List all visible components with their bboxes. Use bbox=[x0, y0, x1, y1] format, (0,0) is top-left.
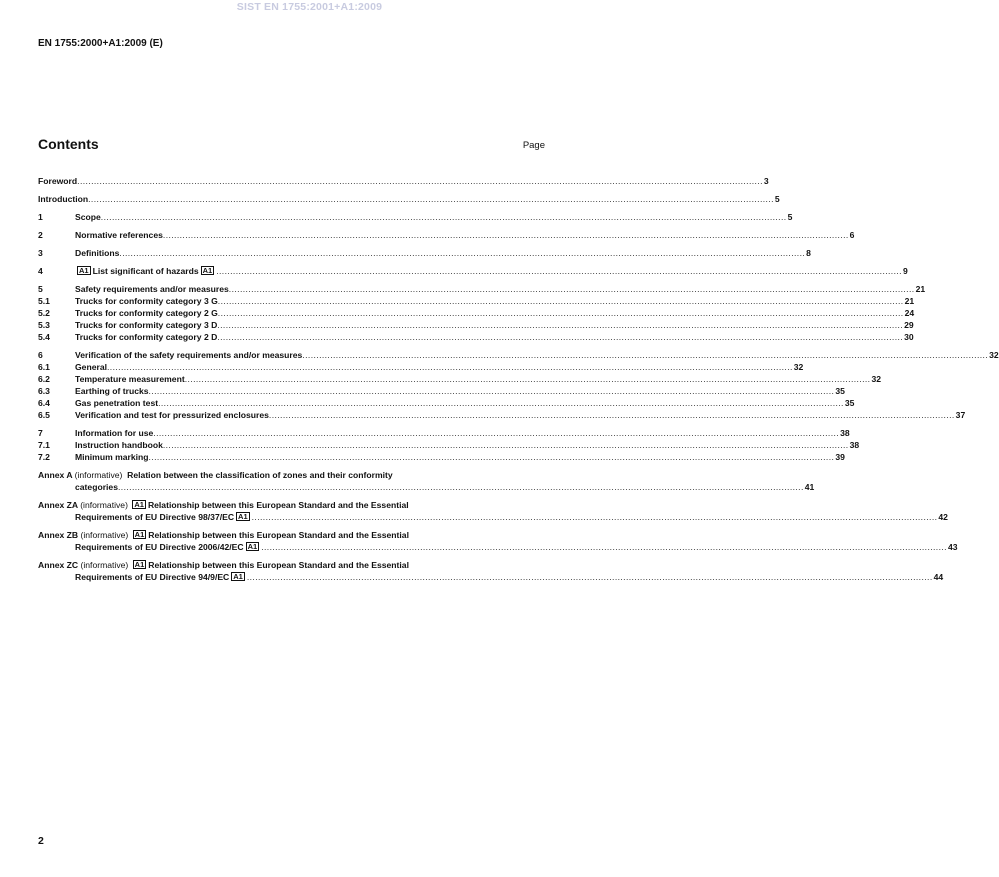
dot-leader bbox=[107, 361, 793, 373]
toc-title: Verification and test for pressurized enclosures bbox=[75, 410, 269, 420]
table-of-contents bbox=[38, 175, 999, 583]
toc-title: Trucks for conformity category 3 D bbox=[75, 320, 218, 330]
toc-entry-annex-a[interactable] bbox=[38, 469, 815, 493]
toc-title: Trucks for conformity category 2 D bbox=[75, 332, 218, 342]
annex-second-line bbox=[38, 511, 948, 523]
toc-title bbox=[75, 511, 252, 523]
dot-leader bbox=[163, 439, 849, 451]
annex-title-line2: categories bbox=[75, 482, 118, 492]
toc-title: Information for use bbox=[75, 428, 154, 438]
annex-label: Annex ZC bbox=[38, 560, 79, 570]
toc-title bbox=[38, 499, 409, 511]
toc-title bbox=[38, 559, 409, 571]
toc-page: 42 bbox=[938, 512, 948, 522]
annex-first-line bbox=[38, 469, 545, 481]
toc-page: 8 bbox=[806, 248, 811, 258]
toc-page: 32 bbox=[871, 374, 882, 384]
toc-page: 38 bbox=[840, 428, 850, 438]
toc-page: 3 bbox=[763, 176, 769, 186]
dot-leader bbox=[229, 283, 915, 295]
toc-entry-6-1[interactable] bbox=[38, 361, 804, 373]
amendment-start-marker: A1 bbox=[79, 266, 89, 275]
toc-page: 43 bbox=[947, 542, 958, 552]
dot-leader bbox=[185, 373, 871, 385]
toc-entry-4[interactable] bbox=[38, 265, 908, 277]
dot-leader bbox=[119, 247, 805, 259]
dot-leader bbox=[77, 175, 763, 187]
toc-title-text: List significant of hazards bbox=[92, 266, 199, 276]
dot-leader bbox=[252, 511, 938, 523]
dot-leader bbox=[118, 481, 804, 493]
toc-title: Gas penetration test bbox=[75, 398, 159, 408]
annex-title-line1: Relationship between this European Standard and the Essential bbox=[148, 530, 409, 540]
toc-entry-3[interactable] bbox=[38, 247, 811, 259]
toc-page: 9 bbox=[902, 266, 908, 276]
toc-entry-5-3[interactable] bbox=[38, 319, 914, 331]
toc-title bbox=[75, 571, 247, 583]
toc-page: 24 bbox=[904, 308, 915, 318]
dot-leader bbox=[217, 331, 903, 343]
toc-entry-5[interactable] bbox=[38, 283, 926, 295]
toc-number: 3 bbox=[38, 248, 43, 258]
dot-leader bbox=[101, 211, 787, 223]
toc-entry-5-4[interactable] bbox=[38, 331, 914, 343]
toc-page: 32 bbox=[989, 350, 999, 360]
annex-title-line2: Requirements of EU Directive 98/37/EC bbox=[75, 512, 235, 522]
amendment-end-marker: A1 bbox=[247, 542, 258, 551]
dot-leader bbox=[247, 571, 933, 583]
toc-page: 38 bbox=[849, 440, 860, 450]
toc-entry-7-1[interactable] bbox=[38, 439, 860, 451]
annex-type: (informative) bbox=[80, 530, 129, 540]
toc-page: 21 bbox=[915, 284, 926, 294]
annex-second-line bbox=[38, 541, 958, 553]
dot-leader bbox=[218, 307, 904, 319]
dot-leader bbox=[261, 541, 947, 553]
toc-entry-foreword[interactable] bbox=[38, 175, 769, 187]
toc-entry-6-4[interactable] bbox=[38, 397, 855, 409]
document-id: EN 1755:2000+A1:2009 (E) bbox=[38, 38, 163, 49]
toc-entry-6-3[interactable] bbox=[38, 385, 845, 397]
toc-title: Earthing of trucks bbox=[75, 386, 149, 396]
toc-entry-7[interactable] bbox=[38, 427, 850, 439]
page-number: 2 bbox=[38, 835, 44, 847]
dot-leader bbox=[302, 349, 988, 361]
annex-first-line bbox=[38, 529, 545, 541]
toc-title bbox=[38, 529, 409, 541]
toc-number: 7 bbox=[38, 428, 43, 438]
toc-title: Trucks for conformity category 2 G bbox=[75, 308, 218, 318]
toc-number: 4 bbox=[38, 266, 43, 276]
annex-first-line bbox=[38, 499, 545, 511]
page-column-label: Page bbox=[522, 140, 545, 151]
annex-title-line2: Requirements of EU Directive 94/9/EC bbox=[75, 572, 230, 582]
toc-number: 7.1 bbox=[38, 440, 50, 450]
toc-title: Verification of the safety requirements and/or measures bbox=[75, 350, 303, 360]
toc-page: 21 bbox=[904, 296, 915, 306]
toc-title: General bbox=[75, 362, 108, 372]
dot-leader bbox=[149, 451, 835, 463]
dot-leader bbox=[218, 295, 904, 307]
amendment-end-marker: A1 bbox=[238, 512, 248, 521]
toc-title: Trucks for conformity category 3 G bbox=[75, 296, 218, 306]
toc-number: 7.2 bbox=[38, 452, 50, 462]
dot-leader bbox=[163, 229, 849, 241]
annex-type: (informative) bbox=[74, 470, 123, 480]
toc-number: 5 bbox=[38, 284, 43, 294]
toc-number: 2 bbox=[38, 230, 43, 240]
toc-number: 1 bbox=[38, 212, 43, 222]
amendment-end-marker: A1 bbox=[233, 572, 243, 581]
toc-number: 5.4 bbox=[38, 332, 50, 342]
dot-leader bbox=[217, 319, 903, 331]
contents-title: Contents bbox=[38, 136, 99, 152]
toc-title: Scope bbox=[75, 212, 101, 222]
dot-leader bbox=[153, 427, 839, 439]
annex-title-line2: Requirements of EU Directive 2006/42/EC bbox=[75, 542, 244, 552]
toc-page: 29 bbox=[904, 320, 914, 330]
toc-entry-introduction[interactable] bbox=[38, 193, 780, 205]
annex-label: Annex ZB bbox=[38, 530, 79, 540]
amendment-start-marker: A1 bbox=[134, 500, 144, 509]
toc-number: 6.1 bbox=[38, 362, 50, 372]
amendment-end-marker: A1 bbox=[202, 266, 213, 275]
toc-page: 35 bbox=[844, 398, 855, 408]
annex-title-line1: Relationship between this European Standard and the Essential bbox=[148, 560, 409, 570]
dot-leader bbox=[158, 397, 844, 409]
dot-leader bbox=[88, 193, 774, 205]
toc-page: 39 bbox=[835, 452, 845, 462]
annex-label: Annex ZA bbox=[38, 500, 78, 510]
toc-entry-annex-za[interactable] bbox=[38, 499, 948, 523]
annex-title-line1: Relation between the classification of zones and their conformity bbox=[127, 470, 393, 480]
toc-number: 6.4 bbox=[38, 398, 50, 408]
toc-page: 30 bbox=[904, 332, 914, 342]
annex-title-line1: Relationship between this European Standard and the Essential bbox=[147, 500, 409, 510]
toc-title: Normative references bbox=[75, 230, 163, 240]
toc-title: Minimum marking bbox=[75, 452, 149, 462]
toc-title bbox=[75, 265, 216, 277]
annex-second-line bbox=[38, 571, 944, 583]
annex-type: (informative) bbox=[80, 500, 128, 510]
toc-page: 5 bbox=[787, 212, 793, 222]
toc-title: Foreword bbox=[38, 176, 78, 186]
toc-entry-6[interactable] bbox=[38, 349, 999, 361]
toc-entry-5-1[interactable] bbox=[38, 295, 915, 307]
toc-title: Introduction bbox=[38, 194, 89, 204]
toc-page: 32 bbox=[793, 362, 804, 372]
toc-entry-1[interactable] bbox=[38, 211, 793, 223]
toc-title bbox=[38, 469, 393, 481]
toc-number: 5.2 bbox=[38, 308, 50, 318]
annex-second-line bbox=[38, 481, 815, 493]
toc-page: 6 bbox=[849, 230, 855, 240]
toc-entry-2[interactable] bbox=[38, 229, 855, 241]
dot-leader bbox=[149, 385, 835, 397]
watermark: SIST EN 1755:2001+A1:2009 bbox=[236, 1, 383, 13]
toc-number: 5.1 bbox=[38, 296, 50, 306]
toc-title: Temperature measurement bbox=[75, 374, 185, 384]
toc-page: 41 bbox=[804, 482, 815, 492]
dot-leader bbox=[269, 409, 955, 421]
toc-number: 6.3 bbox=[38, 386, 50, 396]
toc-title: Definitions bbox=[75, 248, 120, 258]
annex-first-line bbox=[38, 559, 545, 571]
annex-type: (informative) bbox=[80, 560, 129, 570]
toc-title bbox=[75, 541, 261, 553]
toc-page: 5 bbox=[774, 194, 780, 204]
toc-number: 6.2 bbox=[38, 374, 50, 384]
toc-title: Instruction handbook bbox=[75, 440, 163, 450]
annex-label: Annex A bbox=[38, 470, 73, 480]
toc-title: Safety requirements and/or measures bbox=[75, 284, 229, 294]
toc-entry-7-2[interactable] bbox=[38, 451, 845, 463]
toc-number: 6 bbox=[38, 350, 43, 360]
toc-entry-6-5[interactable] bbox=[38, 409, 966, 421]
toc-entry-annex-zb[interactable] bbox=[38, 529, 958, 553]
dot-leader bbox=[216, 265, 902, 277]
amendment-start-marker: A1 bbox=[134, 560, 145, 569]
amendment-start-marker: A1 bbox=[134, 530, 145, 539]
toc-page: 44 bbox=[933, 572, 944, 582]
toc-page: 35 bbox=[835, 386, 845, 396]
toc-entry-6-2[interactable] bbox=[38, 373, 882, 385]
toc-page: 37 bbox=[955, 410, 966, 420]
toc-number: 6.5 bbox=[38, 410, 50, 420]
toc-entry-annex-zc[interactable] bbox=[38, 559, 944, 583]
toc-number: 5.3 bbox=[38, 320, 50, 330]
toc-entry-5-2[interactable] bbox=[38, 307, 915, 319]
